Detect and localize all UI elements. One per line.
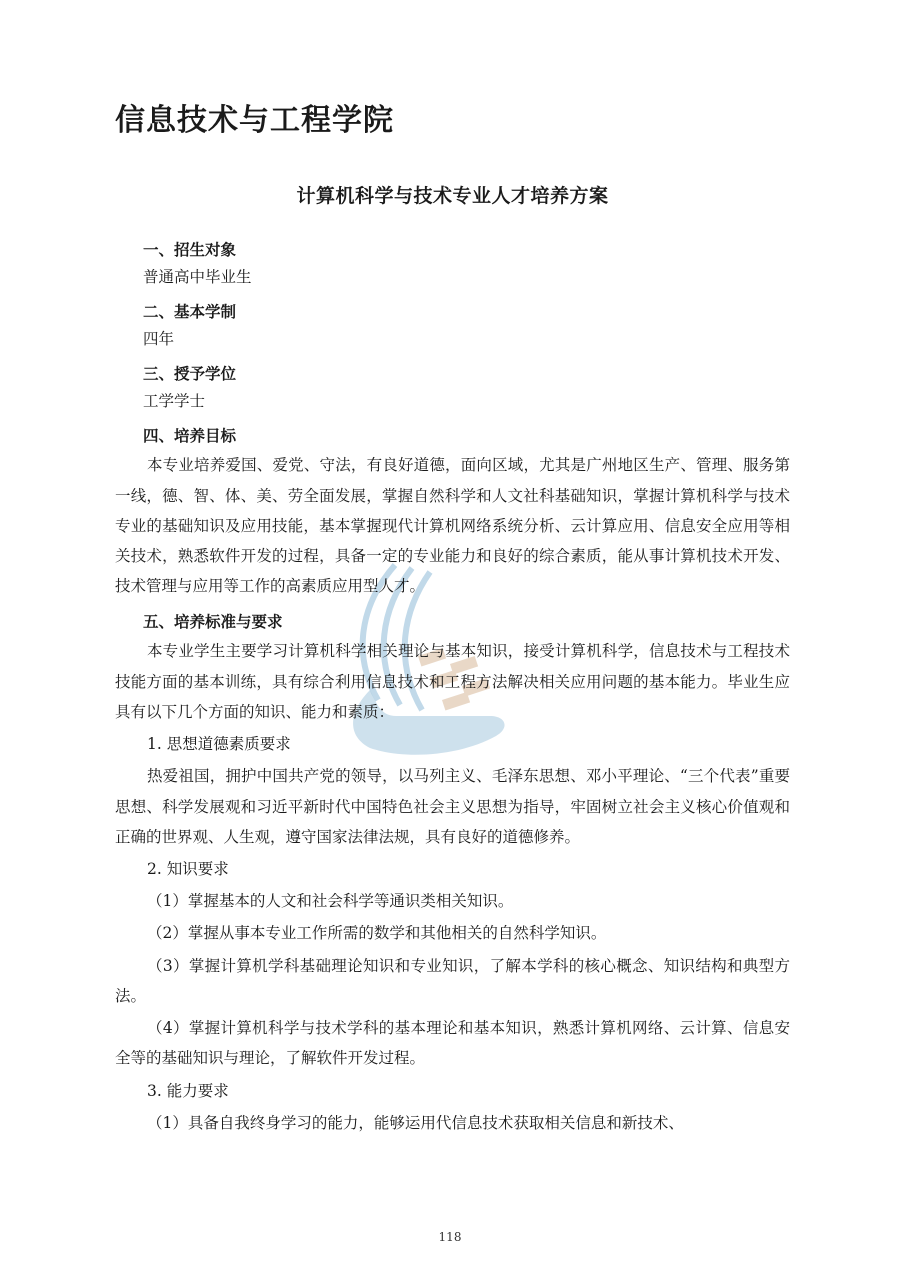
subsection-item-knowledge-1: （1）掌握基本的人文和社会科学等通识类相关知识。 xyxy=(147,892,514,911)
subsection-item-ability-1: （1）具备自我终身学习的能力，能够运用代信息技术获取相关信息和新技术、 xyxy=(147,1113,684,1132)
section-text-degree: 工学学士 xyxy=(143,392,206,411)
subsection-item-knowledge-2: （2）掌握从事本专业工作所需的数学和其他相关的自然科学知识。 xyxy=(147,924,607,943)
subsection-item-knowledge-3: （3）掌握计算机学科基础理论知识和专业知识，了解本学科的核心概念、知识结构和典型方法。 xyxy=(115,956,790,1005)
section-heading-degree: 三、授予学位 xyxy=(143,365,237,384)
subsection-label-knowledge: 2. 知识要求 xyxy=(147,860,229,878)
subsection-label-ability: 3. 能力要求 xyxy=(147,1081,229,1100)
section-heading-objectives: 四、培养目标 xyxy=(143,427,237,446)
subsection-item-knowledge-4: （4）掌握计算机科学与技术学科的基本理论和基本知识，熟悉计算机网络、云计算、信息安全等的基础知识与理论，了解软件开发过程。 xyxy=(115,1019,790,1068)
section-heading-admission: 一、招生对象 xyxy=(143,241,237,259)
section-heading-standards: 五、培养标准与要求 xyxy=(143,613,283,632)
section-paragraph-standards: 本专业学生主要学习计算机科学相关理论与基本知识，接受计算机科学，信息技术与工程技术技能方面的基本训练，具有综合利用信息技术和工程方法解决相关应用问题的基本能力。毕业生应具有以下几个方面的知识、能力和素质： xyxy=(115,642,790,721)
page-number: 118 xyxy=(438,1230,462,1244)
section-text-duration: 四年 xyxy=(143,330,175,349)
section-heading-duration: 二、基本学制 xyxy=(143,303,237,322)
page-title: 信息技术与工程学院 xyxy=(115,103,394,138)
subsection-item-moral-1: 热爱祖国，拥护中国共产党的领导，以马列主义、毛泽东思想、邓小平理论、“三个代表”重要思想、科学发展观和习近平新时代中国特色社会主义思想为指导，牢固树立社会主义核心价值观和正确的世界观、人生观，遵守国家法律法规，具有良好的道德修养。 xyxy=(115,767,790,846)
document-subtitle: 计算机科学与技术专业人才培养方案 xyxy=(296,185,609,207)
section-paragraph-objectives: 本专业培养爱国、爱党、守法，有良好道德，面向区域，尤其是广州地区生产、管理、服务第一线，德、智、体、美、劳全面发展，掌握自然科学和人文社科基础知识，掌握计算机科学与技术专业的基础知识及应用技能，基本掌握现代计算机网络系统分析、云计算应用、信息安全应用等相关技术，熟悉软件开发的过程，具备一定的专业能力和良好的综合素质，能从事计算机技术开发、技术管理与应用等工作的高素质应用型人才。 xyxy=(115,456,790,596)
subsection-label-moral: 1. 思想道德素质要求 xyxy=(147,735,291,754)
section-text-admission: 普通高中毕业生 xyxy=(143,268,252,286)
